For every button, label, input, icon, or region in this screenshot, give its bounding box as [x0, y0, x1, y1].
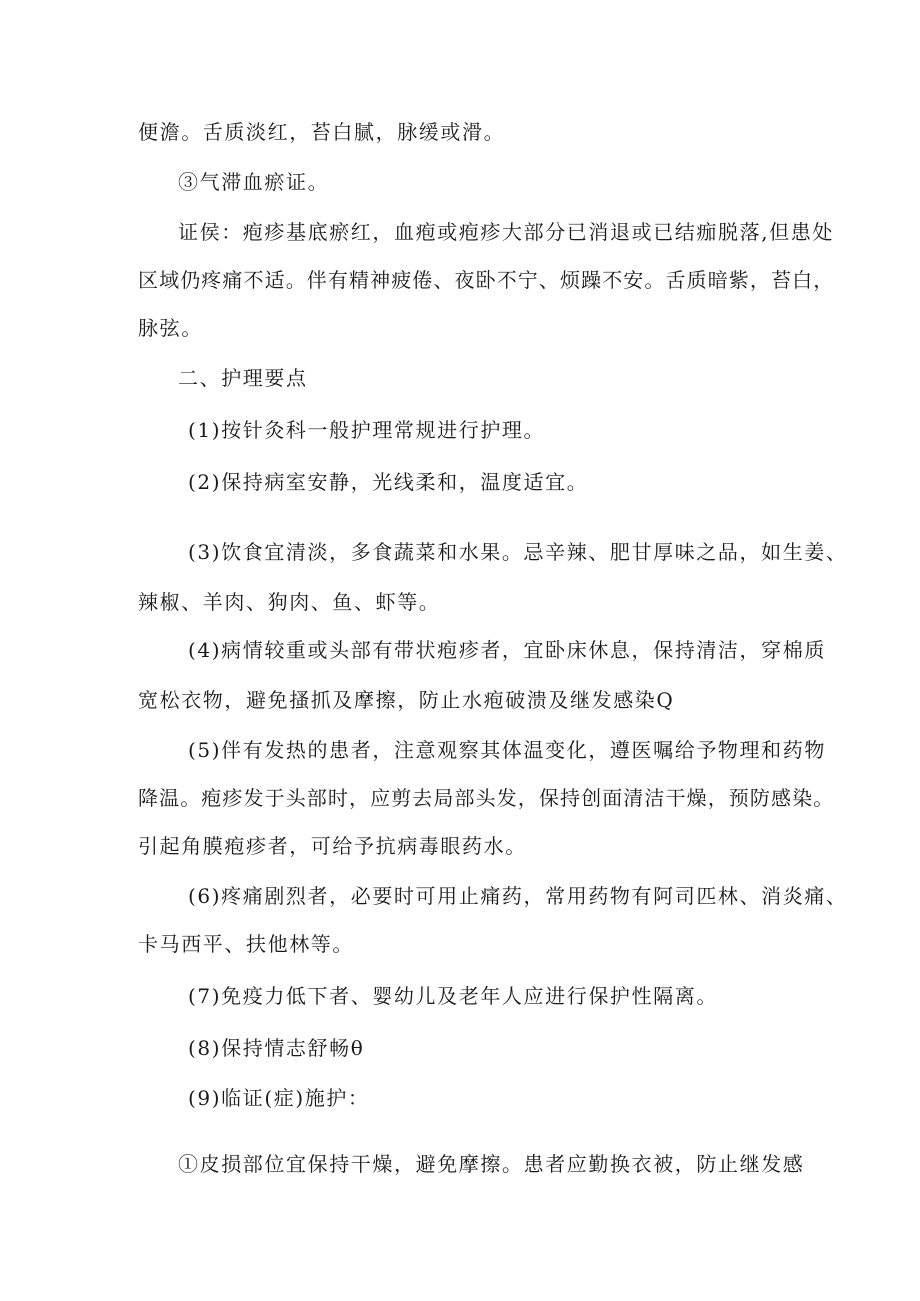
list-item: (3)饮食宜清淡，多食蔬菜和水果。忌辛辣、肥甘厚味之品，如生姜、 [188, 540, 848, 564]
text-line: 辣椒、羊肉、狗肉、鱼、虾等。 [138, 590, 441, 614]
list-item: (6)疼痛剧烈者，必要时可用止痛药，常用药物有阿司匹林、消炎痛、 [188, 884, 848, 908]
text-line: 卡马西平、扶他林等。 [138, 932, 354, 956]
text-line: 区域仍疼痛不适。伴有精神疲倦、夜卧不宁、烦躁不安。舌质暗紫，苔白， [138, 268, 835, 292]
text-line: 宽松衣物，避免搔抓及摩擦，防止水疱破溃及继发感染Q [138, 688, 675, 712]
text-line: 引起角膜疱疹者，可给予抗病毒眼药水。 [138, 834, 527, 858]
text-line: ①皮损部位宜保持干燥，避免摩擦。患者应勤换衣被，防止继发感 [178, 1152, 805, 1176]
list-item: (7)免疫力低下者、婴幼儿及老年人应进行保护性隔离。 [188, 984, 718, 1008]
text-line: 便澹。舌质淡红，苔白腻，脉缓或滑。 [138, 120, 506, 144]
list-item: (9)临证(症)施护： [188, 1086, 370, 1110]
list-item: (5)伴有发热的患者，注意观察其体温变化，遵医嘱给予物理和药物 [188, 738, 826, 762]
list-item: (1)按针灸科一般护理常规进行护理。 [188, 418, 546, 442]
text-line: 证侯：疱疹基底瘀红，血疱或疱疹大部分已消退或已结痂脱落,但患处 [178, 220, 834, 244]
text-line: 脉弦。 [138, 316, 203, 340]
list-item: (8)保持情志舒畅θ [188, 1036, 365, 1060]
list-item: (4)病情较重或头部有带状疱疹者，宜卧床休息，保持清洁，穿棉质 [188, 638, 826, 662]
text-line: 降温。疱疹发于头部时，应剪去局部头发，保持创面清洁干燥，预防感染。 [138, 786, 835, 810]
text-line: ③气滞血瘀证。 [178, 170, 330, 194]
list-item: (2)保持病室安静，光线柔和，温度适宜。 [188, 470, 589, 494]
section-heading: 二、护理要点 [178, 366, 308, 390]
